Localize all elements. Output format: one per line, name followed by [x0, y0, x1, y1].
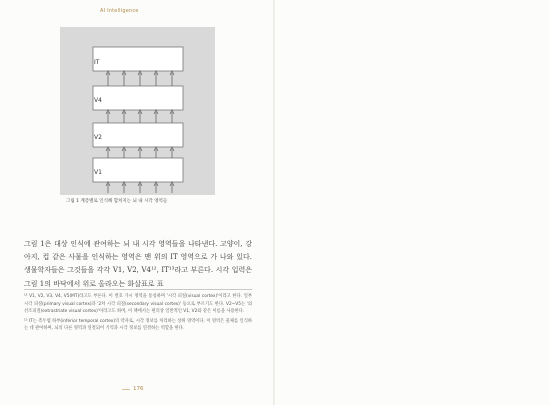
footnote-divider	[24, 289, 252, 290]
stage-box-it	[93, 47, 183, 71]
stage-label-v4: V4	[94, 97, 102, 104]
stage-label-v2: V2	[94, 134, 102, 141]
page-number: 176	[133, 386, 144, 392]
stage-box-v2	[93, 123, 183, 147]
page-number-rule	[122, 389, 130, 390]
footnote-12: ¹² V1, V2, V3, V4, V5(MT)라고도 부른다. 이 번호 가시 영역을 통칭하며 '시각 피질(visual cortex)'이라고 한다. 일부 시각 피질(primary visual cortex)과 '2차 시각 피질(secondary visual cortex)' 등으로 부르기도 한다. V2~V5는 '외선조피질(extrastriate visual cortex)'이라고도 하며, 이 책에서는 편의상 일반적인 V1, V2와 같은 이름을 사용한다.	[24, 294, 252, 315]
footnote-13: ¹³ IT는 측두엽 하부(inferior temporal cortex)의 약자로, 시각 정보를 처리하는 상위 영역이다. 이 영역은 물체를 인식하는 데 관여하며, 뇌의 다른 영역과 연결되어 기억과 시각 정보를 연결하는 역할을 한다.	[24, 318, 252, 332]
figure-diagram	[60, 27, 215, 195]
stage-label-it: IT	[94, 59, 100, 66]
stage-box-v4	[93, 86, 183, 110]
running-head: AI Intelligence	[100, 8, 139, 14]
left-paragraph: 그림 1은 대상 인식에 관여하는 뇌 내 시각 영역들을 나타낸다. 고양이, 강아지, 컵 같은 사물을 인식하는 영역은 맨 위의 IT 영역으로 가 나와 있다. 생물학자들은 그것들을 각각 V1, V2, V4¹², IT¹³라고 부른다. 시각 입력은 그림 1의 바닥에서 위로 올라오는 화살표로 표	[24, 240, 252, 288]
figure-visual-hierarchy	[60, 27, 215, 195]
stage-box-v1	[93, 158, 183, 182]
figure-caption: 그림 1 계층별로 인식해 합쳐지는 뇌 내 시각 영역들	[66, 199, 168, 204]
left-body-text	[24, 238, 252, 291]
footnotes	[24, 293, 252, 335]
right-page	[275, 0, 550, 405]
stage-label-v1: V1	[94, 169, 102, 176]
